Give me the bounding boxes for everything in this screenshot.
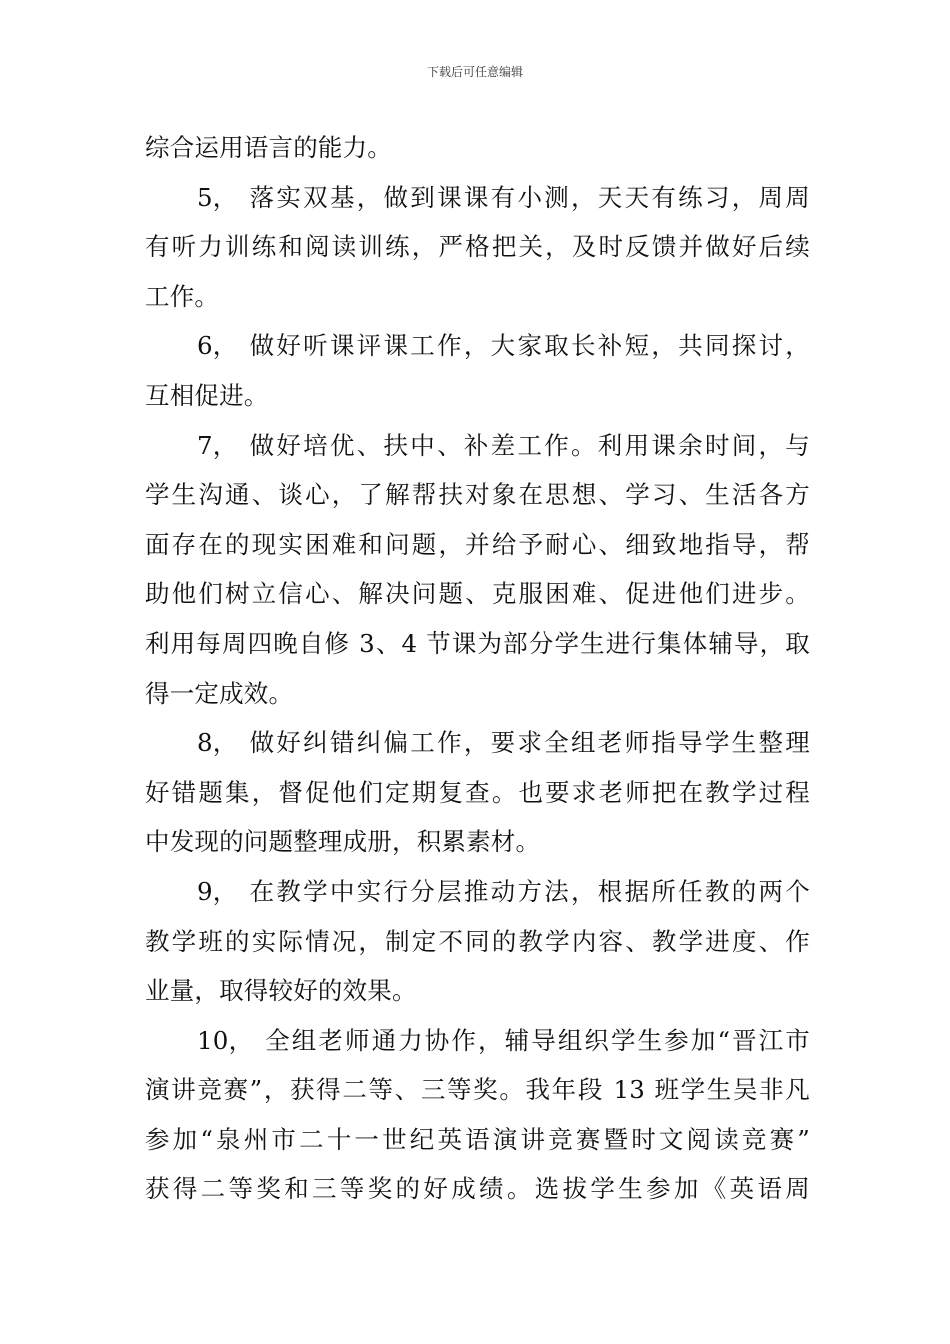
item-number: 10， (197, 1025, 254, 1055)
text-line: 有听力训练和阅读训练，严格把关，及时反馈并做好后续 (145, 232, 810, 262)
text-line: 演讲竞赛”，获得二等、三等奖。我年段 13 班学生吴非凡 (145, 1075, 810, 1105)
text-line: 教学班的实际情况，制定不同的教学内容、教学进度、作 (145, 926, 810, 956)
text-fragment: 全组老师通力协作，辅导组织学生参加“晋江市 (263, 1025, 810, 1055)
text-line: 互相促进。 (145, 380, 269, 410)
text-line: 好错题集，督促他们定期复查。也要求老师把在教学过程 (145, 777, 810, 807)
item-number: 6， (197, 331, 238, 361)
item-number: 5， (197, 182, 238, 212)
text-line: 得一定成效。 (145, 678, 294, 708)
paragraph-item-7 (145, 421, 810, 719)
paragraph-item-5 (145, 173, 810, 322)
item-number: 8， (197, 728, 238, 758)
item-number: 7， (197, 430, 238, 460)
text-line: 利用每周四晚自修 3、4 节课为部分学生进行集体辅导，取 (145, 628, 810, 658)
text-line (145, 173, 810, 223)
text-line: 获得二等奖和三等奖的好成绩。选拔学生参加《英语周 (145, 1174, 810, 1204)
text-line: 业量，取得较好的效果。 (145, 976, 417, 1006)
text-line: 助他们树立信心、解决问题、克服困难、促进他们进步。 (145, 579, 810, 609)
text-line: 中发现的问题整理成册，积累素材。 (145, 827, 541, 857)
item-number: 9， (197, 876, 238, 906)
page-header: 下载后可任意编辑 (426, 65, 523, 79)
paragraph-item-10 (145, 1016, 810, 1214)
text-line (145, 1016, 810, 1066)
text-line: 参加“泉州市二十一世纪英语演讲竞赛暨时文阅读竞赛” (145, 1124, 810, 1154)
text-line: 学生沟通、谈心，了解帮扶对象在思想、学习、生活各方 (145, 480, 810, 510)
text-fragment: 落实双基，做到课课有小测，天天有练习，周周 (247, 182, 810, 212)
paragraph-continuation (145, 123, 810, 173)
paragraph-item-8 (145, 718, 810, 867)
text-line: 面存在的现实困难和问题，并给予耐心、细致地指导，帮 (145, 529, 810, 559)
document-body (145, 123, 810, 1214)
text-line (145, 321, 810, 371)
text-line: 综合运用语言的能力。 (145, 133, 392, 162)
text-line (145, 718, 810, 768)
paragraph-item-9 (145, 867, 810, 1016)
text-line (145, 867, 810, 917)
text-fragment: 做好培优、扶中、补差工作。利用课余时间，与 (247, 430, 810, 460)
text-line: 工作。 (145, 281, 220, 311)
text-line (145, 421, 810, 471)
paragraph-item-6 (145, 321, 810, 420)
text-fragment: 做好纠错纠偏工作，要求全组老师指导学生整理 (247, 728, 810, 758)
text-fragment: 做好听课评课工作，大家取长补短，共同探讨， (247, 331, 810, 361)
text-fragment: 在教学中实行分层推动方法，根据所任教的两个 (247, 876, 810, 906)
